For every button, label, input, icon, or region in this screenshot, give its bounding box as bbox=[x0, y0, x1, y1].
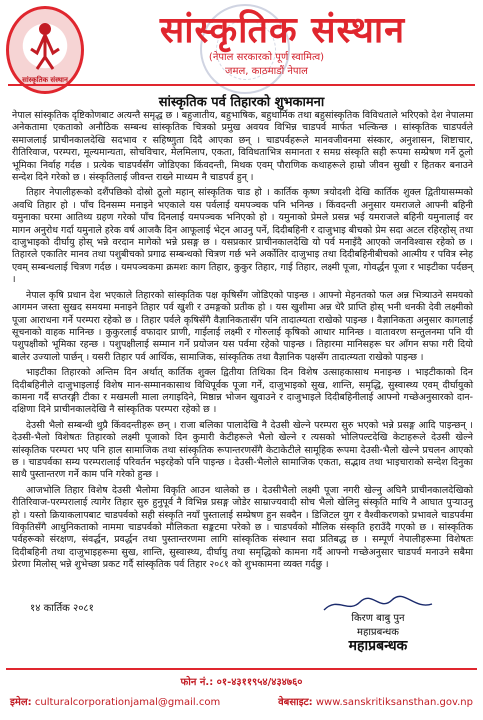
body-paragraph-6: आजभोलि तिहार विशेष देउसी भैलोमा विकृति आउन थालेको छ । देउसीभैलो लक्ष्मी पूजा नगरी खेल्नु अघिनै प्राचीनकालदेखिको रीतिरिवाज-परम्परालाई त्यागेर तिहार सुरु हुनुपूर्व नै विभिन्न प्रसङ्ग जोडेर साम्राज्यवादी सोच भैलो खेलिनु संस्कृति माथि नै आघात पुऱ्याउनु हो । यस्तो क्रियाकलापबाट चाडपर्वको सही संस्कृति नयाँ पुस्तालाई सम्प्रेषण हुन सक्दैन । डिजिटल युग र वैश्वीकरणको प्रभावले चाडपर्वमा विकृतिसँगै आधुनिकताको नाममा चाडपर्वको मौलिकता सङ्कटमा परेको छ । चाडपर्वको मौलिक संस्कृति हराउँदै गएको छ । सांस्कृतिक पर्वहरूको संरक्षण, संवर्द्धन, प्रवर्द्धन तथा पुस्तान्तरणमा लागि सांस्कृतिक संस्थान सदा प्रतिबद्ध छ । सम्पूर्ण नेपालीहरूमा विशेषतः दिदीबहिनी तथा दाजुभाइहरूमा सुख, शान्ति, सुस्वास्थ्य, दीर्घायु तथा समृद्धिको कामना गर्दै आफ्नो गच्छेअनुसार चाडपर्व मनाउने सबैमा प्रेरणा मिलोस् भन्ने शुभेच्छा प्रकट गर्दै सांस्कृतिक पर्व तिहार २०८१ को शुभकामना व्यक्त गर्दछु । bbox=[12, 484, 473, 571]
logo-ring-text: सांस्कृतिक संस्थान bbox=[22, 76, 68, 84]
letter-title: सांस्कृतिक पर्व तिहारको शुभकामना bbox=[158, 95, 325, 110]
dancer-emblem-icon bbox=[23, 19, 67, 71]
body-paragraph-5: देउसी भैलो सम्बन्धी थुप्रै किंवदन्तीहरू छन् । राजा बलिका पालादेखि नै देउसी खेल्ने परम्परा सुरु भएको भन्ने प्रसङ्ग आदि पाइन्छन् । देउसी-भैलो विशेषतः तिहारको लक्ष्मी पूजाको दिन कुमारी केटीहरूले भैलो खेल्ने र त्यसको भोलिपल्टदेखि केटाहरूले देउसी खेल्ने सांस्कृतिक परम्परा भए पनि हाल सामाजिक तथा सांस्कृतिक रूपान्तरणसँगै केटाकेटीले सामूहिक रूपमा देउसी-भैलो खेल्ने प्रचलन आएको छ । चाडपर्वका सम्य परम्परालाई परिवर्तन भइरहेको पनि पाइन्छ । देउसी-भैलोले सामाजिक एकता, सद्भाव तथा भाइचाराको सन्देश दिनुका साथै पुस्तान्तरण गर्ने काम पनि गरेको हुन्छ । bbox=[12, 419, 473, 481]
header-divider bbox=[8, 84, 475, 86]
letter-body bbox=[12, 110, 473, 575]
footer-contact bbox=[10, 694, 473, 708]
signer-name: किरण बाबु पुन bbox=[351, 613, 405, 624]
organization-name: सांस्कृतिक संस्थान bbox=[159, 10, 406, 51]
footer-email[interactable]: इमेल: culturalcorporationjamal@gmail.com bbox=[10, 697, 221, 708]
organization-logo bbox=[6, 6, 84, 94]
organization-subtitle: (नेपाल सरकारको पूर्ण स्वामित्व) bbox=[208, 52, 325, 63]
footer-website[interactable]: वेबसाइट: www.sanskritiksansthan.gov.np bbox=[278, 697, 473, 708]
body-paragraph-4: भाइटीका तिहारको अन्तिम दिन अर्थात् कार्तिक शुक्ल द्वितीया तिथिका दिन विशेष उत्साहकासाथ मनाइन्छ । भाइटीकाको दिन दिदीबहिनीले दाजुभाइलाई विशेष मान-सम्मानकासाथ विधिपूर्वक पूजा गर्ने, दाजुभाइको सुख, शान्ति, समृद्धि, सुस्वास्थ्य एवम् दीर्घायुको कामना गर्दै सप्तरङ्गी टीका र मखमली माला लगाइदिने, मिष्ठान्न भोजन खुवाउने र दाजुभाइले दिदीबहिनीलाई आफ्नो गच्छेअनुसारको दान-दक्षिणा दिने प्राचीनकालदेखि नै सांस्कृतिक परम्परा रहेको छ । bbox=[12, 367, 473, 416]
signature-block bbox=[303, 594, 453, 638]
letter-date: १४ कार्तिक २०८१ bbox=[30, 603, 94, 614]
footer-phone: फोन नं.: ०१-४३११९५४/४३४७६० bbox=[180, 677, 303, 688]
body-paragraph-3: नेपाल कृषि प्रधान देश भएकाले तिहारको सांस्कृतिक पक्ष कृषिसँग जोडिएको पाइन्छ । आफ्नो मेहनतको फल अन्न भित्र्याउने समयको आगमन जस्ता सुखद समयमा मनाइने तिहार पर्व खुशी र उमङ्गको प्रतीक हो । यस खुशीमा अन्न धेरै प्राप्ति होस् भनी धनकी देवी लक्ष्मीको पूजा आराधना गर्ने परम्परा रहेको छ । तिहार पर्वले कृषिसँगै वैज्ञानिकतासँग पनि तादात्म्यता राखेको पाइन्छ । वैज्ञानिकता अनुसार कागलाई सूचनाको वाहक मानिन्छ । कुकुरलाई वफादार प्राणी, गाईलाई लक्ष्मी र गोरुलाई कृषिको आधार मानिन्छ । वातावरण सन्तुलनमा पनि यी पशुपक्षीको भूमिका रहन्छ । पशुपक्षीलाई सम्मान गर्ने प्रयोजन यस पर्वमा रहेको पाइन्छ । तिहारमा मानिसहरू घर आँगन सफा गरी दियो बालेर उज्यालो पार्छन् । यसरी तिहार पर्व आर्थिक, सामाजिक, सांस्कृतिक तथा वैज्ञानिक पक्षसँग तादात्म्यता राखेको पाइन्छ । bbox=[12, 289, 473, 363]
signer-role-large: महाप्रबन्धक bbox=[348, 638, 408, 654]
signer-title: महाप्रबन्धक bbox=[357, 627, 399, 638]
body-paragraph-2: तिहार नेपालीहरूको दशैंपछिको दोस्रो ठूलो महान् सांस्कृतिक चाड हो । कार्तिक कृष्ण त्रयोदशी देखि कार्तिक शुक्ल द्वितीयासम्मको अवधि तिहार हो । पाँच दिनसम्म मनाइने भएकाले यस पर्वलाई यमपञ्चक पनि भनिन्छ । किंवदन्ती अनुसार यमराजले आफ्नी बहिनी यमुनाका घरमा आतिथ्य ग्रहण गरेको पाँच दिनलाई यमपञ्चक भनिएको हो । यमुनाको प्रेमले प्रसन्न भई यमराजले बहिनी यमुनालाई वर मागन अनुरोध गर्दा यमुनाले हरेक वर्ष आजकै दिन आफूलाई भेट्न आउनु पर्ने, दिदीबहिनी र दाजुभाइ बीचको प्रेम सदा अटल रहिरहोस् तथा दाजुभाइको दीर्घायु होस् भन्ने वरदान मागेको भन्ने प्रसङ्ग छ । यसप्रकार प्राचीनकालदेखि यो पर्व मनाइँदै आएको जनविश्वास रहेको छ । तिहारले एकातिर मानव तथा पशुबीचको प्रगाढ सम्बन्धको चित्रण गर्छ भने अर्कोतिर दाजुभाइ तथा दिदीबहिनीबीचको आत्मीय र पवित्र स्नेह एवम् सम्बन्धलाई चित्रण गर्दछ । यमपञ्चकमा क्रमशः काग तिहार, कुकुर तिहार, गाई तिहार, लक्ष्मी पूजा, गोवर्द्धन पूजा र भाइटीका पर्दछन् । bbox=[12, 187, 474, 286]
body-paragraph-1: नेपाल सांस्कृतिक दृष्टिकोणबाट अत्यन्तै समृद्ध छ । बहुजातीय, बहुभाषिक, बहुधार्मिक तथा बहुसांस्कृतिक विविधताले भरिएको देश नेपालमा अनेकतामा एकताको अनौठिक सम्बन्ध सांस्कृतिक चित्रको प्रमुख अवयव विभिन्न चाडपर्व मार्फत भल्किन्छ । सांस्कृतिक चाडपर्वले समाजलाई प्राचीनकालदेखि सदभाव र सहिष्णुता दिदै आएका छन् । चाडपर्वहरूले मानवजीवनमा संस्कार, अनुशासन, शिष्टाचार, रीतिरिवाज, परम्परा, मूल्यमान्यता, सोचविचार, मेलमिलाप, एकता, विविधताभित्र समानता र समग्र संस्कृति सही रूपमा सम्प्रेषण गर्ने ठूलो भूमिका निर्वाह गर्दछ । प्रत्येक चाडपर्वसँग जोडिएका किंवदन्ती, मिथक एवम् पौराणिक कथाहरूले हाम्रो जीवन सुखी र हितकर बनाउने सन्देश दिने गरेको छ । संस्कृतिलाई जीवन्त राख्ने माध्यम नै चाडपर्व हुन् । bbox=[12, 110, 473, 184]
organization-address: जमल, काठमाडौं नेपाल bbox=[225, 66, 308, 77]
footer-divider bbox=[6, 668, 477, 670]
